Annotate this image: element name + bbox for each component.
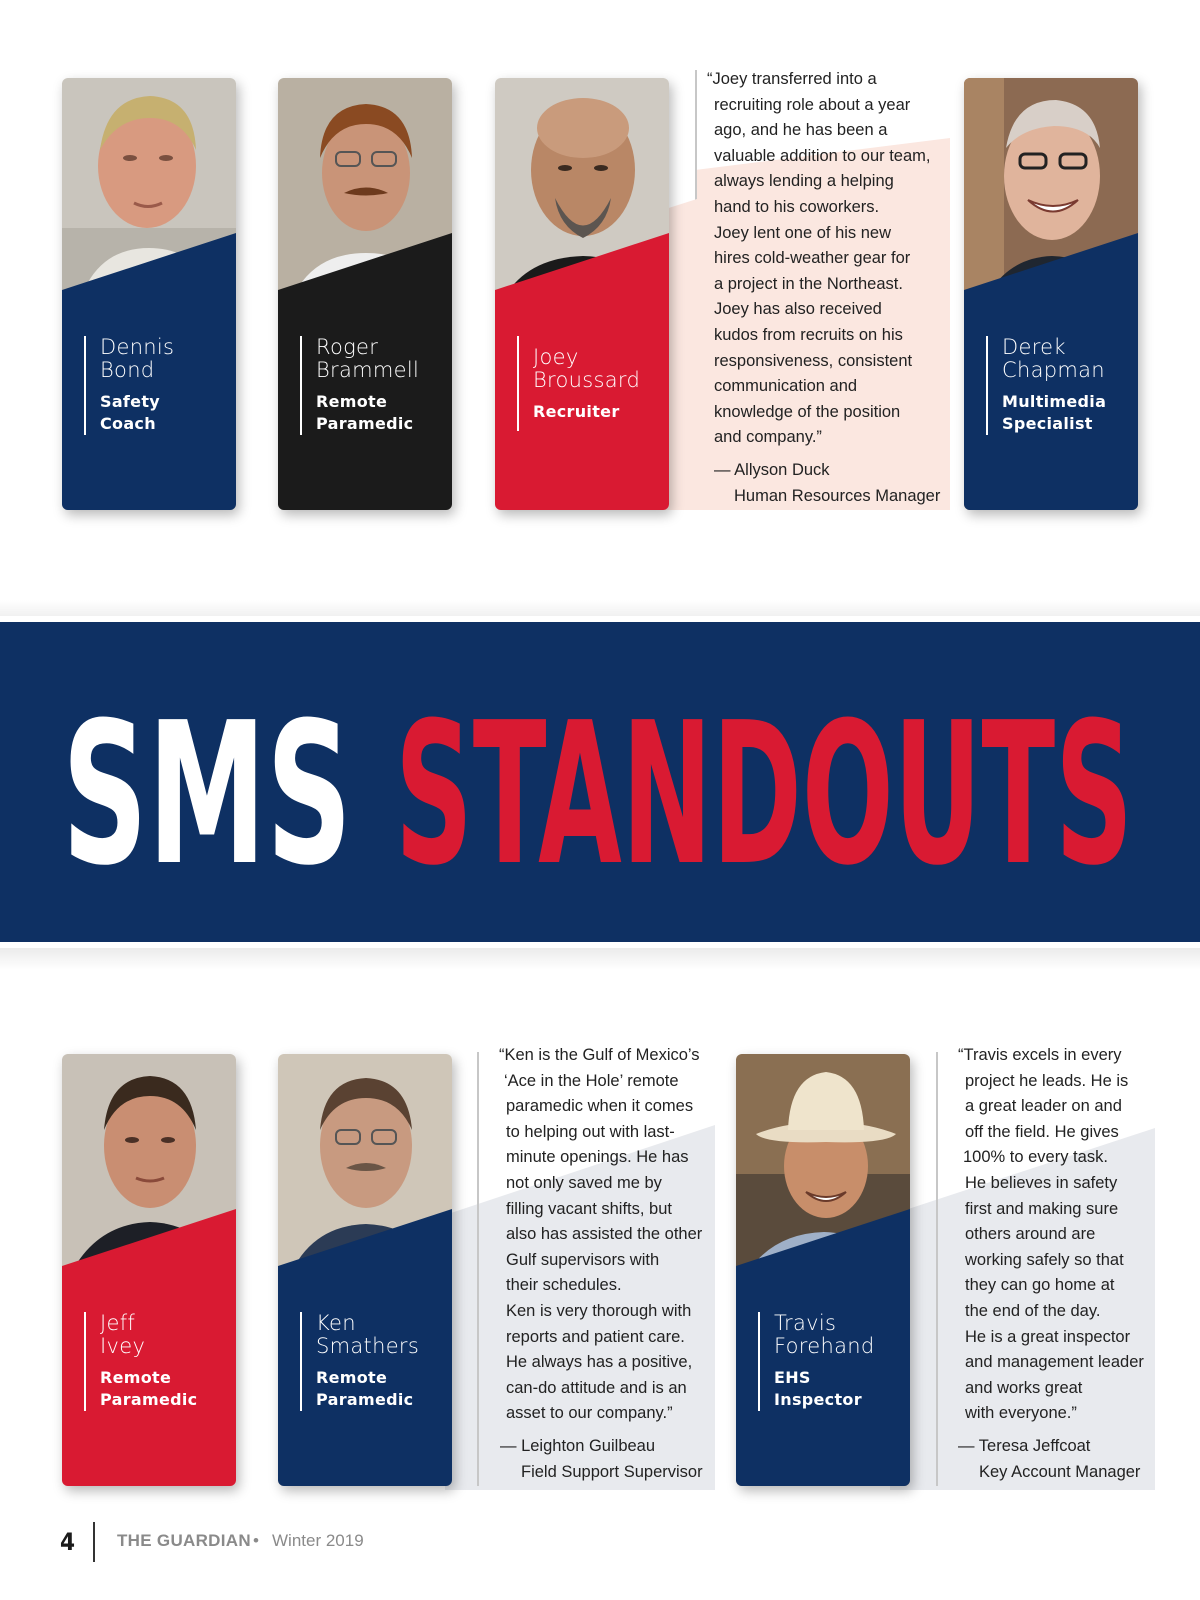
testimonial-quote: “Ken is the Gulf of Mexico’s ‘Ace in the Hole’ remote paramedic when it comes to helping out with last- minute openings. He has not only saved me by filling vacant shifts, but also has assisted the other Gulf supervisors with their schedules. Ken is very thorough with reports and patient care. He always has a positive, can-do attitude and is an asset to our company.” (499, 1046, 703, 1423)
person-name: Roger Brammell (316, 335, 420, 382)
publication-name: THE GUARDIAN (117, 1531, 251, 1550)
footer-divider (93, 1522, 95, 1562)
profile-card-jeff-ivey (62, 1054, 236, 1486)
testimonial-quote: “Travis excels in every project he leads. He is a great leader on and off the field. He gives 100% to every task. He believes in safety first and making sure others around are working safely so that they can go home at the end of the day. He is a great inspector and management leader and works great with everyone.” (958, 1046, 1144, 1423)
person-name: Ken Smathers (316, 1311, 420, 1358)
name-label (517, 336, 640, 431)
profile-card-joey-broussard (495, 78, 669, 510)
person-name: Dennis Bond (100, 335, 175, 382)
person-title: Remote Paramedic (100, 1368, 198, 1409)
person-title: EHS Inspector (774, 1368, 862, 1409)
person-name: Jeff Ivey (100, 1311, 146, 1358)
person-title: Recruiter (533, 402, 620, 421)
name-label (300, 336, 419, 435)
profile-card-derek-chapman (964, 78, 1138, 510)
profile-card-roger-brammell (278, 78, 452, 510)
footer-separator: • (253, 1531, 259, 1550)
profile-card-ken-smathers (278, 1054, 452, 1486)
profile-card-travis-forehand (736, 1054, 910, 1486)
name-label (84, 1312, 197, 1411)
person-name: Derek Chapman (1002, 335, 1105, 382)
quote-attribution: — Allyson Duck Human Resources Manager (714, 461, 941, 505)
name-label (300, 1312, 419, 1411)
banner-word-sms: SMS (62, 681, 352, 909)
name-label (84, 336, 174, 435)
name-label (758, 1312, 875, 1411)
profile-card-dennis-bond (62, 78, 236, 510)
page-number: 4 (60, 1528, 76, 1556)
section-banner (0, 622, 1200, 942)
person-title: Remote Paramedic (316, 392, 414, 433)
banner-title (0, 622, 1200, 942)
testimonial-quote: “Joey transferred into a recruiting role about a year ago, and he has been a valuable addition to our team, always lending a helping hand to his coworkers. Joey lent one of his new hires cold-weather gear for a project in the Northeast. Joey has also received kudos from recruits on his responsiveness, consistent communication and knowledge of the position and company.” (707, 70, 931, 447)
person-name: Joey Broussard (533, 345, 641, 392)
person-title: Multimedia Specialist (1002, 392, 1107, 433)
page-footer (60, 1522, 460, 1562)
divider-line (936, 1052, 938, 1486)
person-title: Remote Paramedic (316, 1368, 414, 1409)
person-title: Safety Coach (100, 392, 161, 433)
quote-attribution: — Teresa Jeffcoat Key Account Manager (958, 1437, 1141, 1481)
issue-date: Winter 2019 (272, 1531, 364, 1550)
banner-shadow (0, 948, 1200, 970)
banner-word-standouts: STANDOUTS (395, 681, 1133, 909)
person-name: Travis Forehand (774, 1311, 875, 1358)
quote-attribution: — Leighton Guilbeau Field Support Supervisor (500, 1437, 703, 1481)
divider-line (477, 1052, 479, 1486)
name-label (986, 336, 1106, 435)
